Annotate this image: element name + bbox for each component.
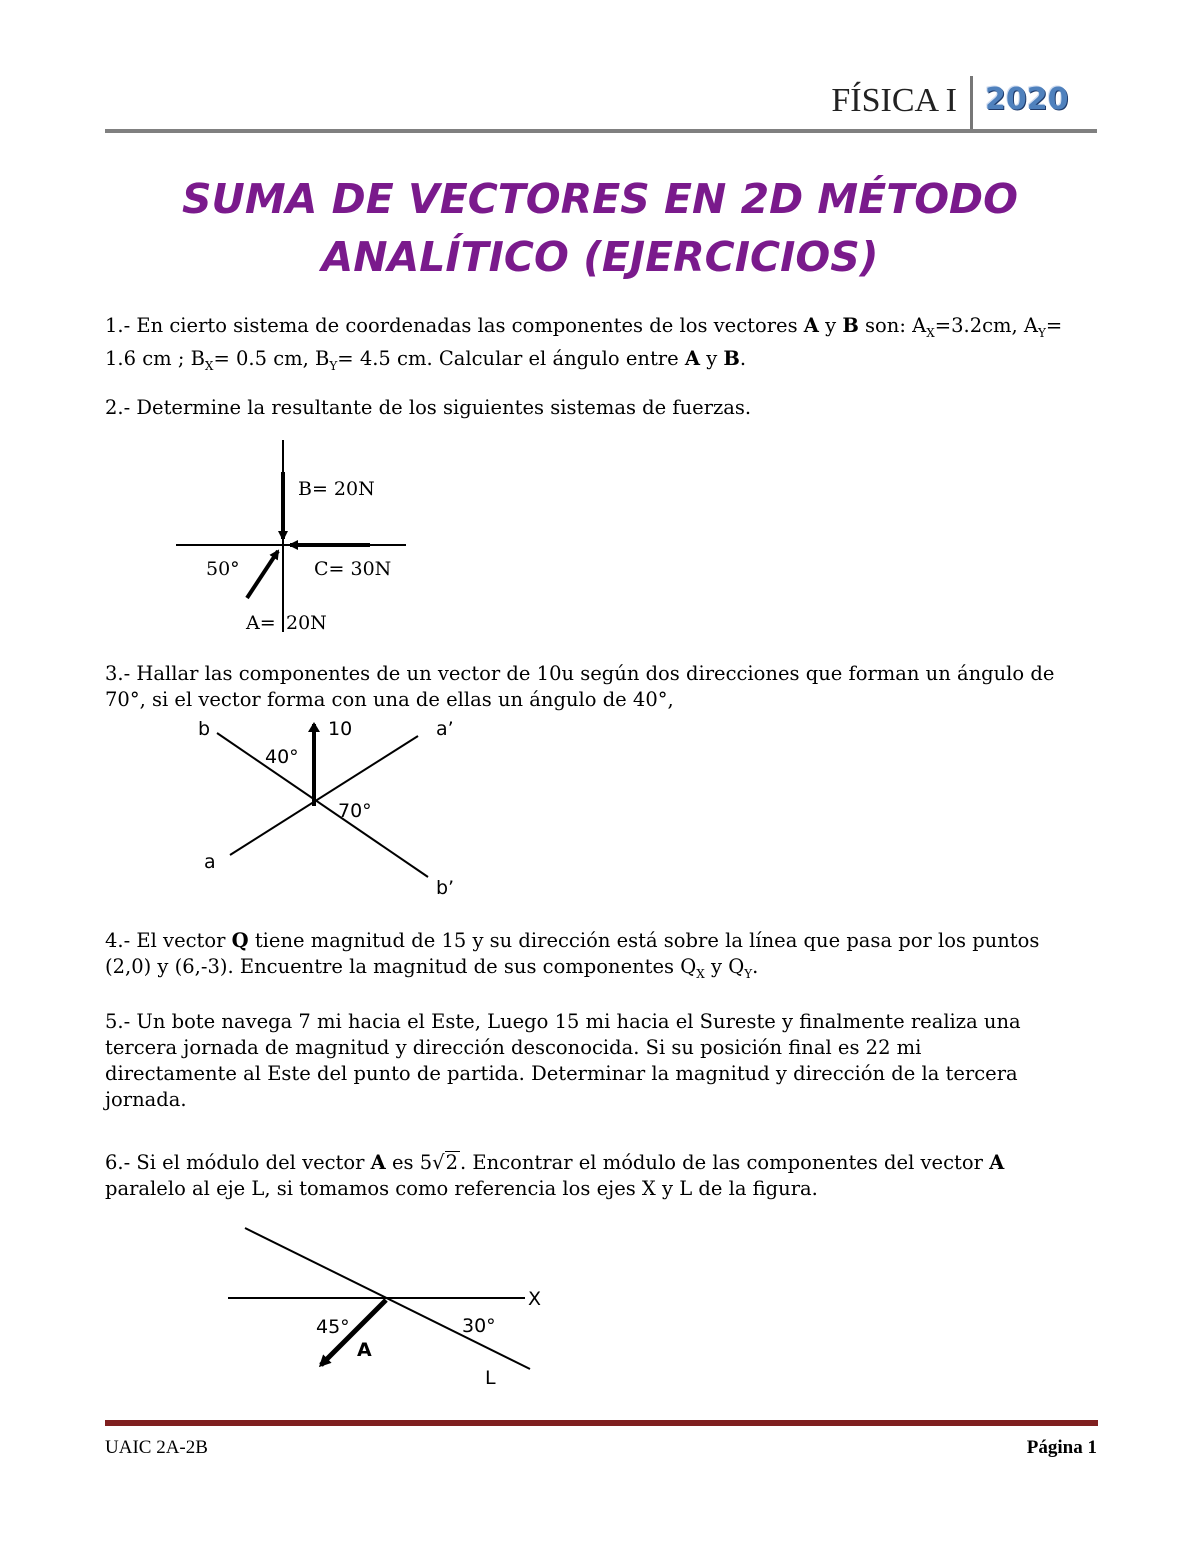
label-c: C= 30N	[314, 558, 392, 580]
label-10: 10	[328, 718, 353, 740]
header-year: 2020	[985, 82, 1069, 117]
label-70: 70°	[338, 800, 372, 822]
vector-a-arrow	[247, 551, 278, 598]
label-a-prime: a’	[436, 718, 454, 740]
label-a-value: 20N	[286, 612, 327, 634]
exercise-6: 6.- Si el módulo del vector A es 5√2 . Encontrar el módulo de las componentes del vector A paralelo al eje L, si tomamos como referencia los ejes X y L de la figura.	[105, 1151, 1005, 1200]
exercise-2: 2.- Determine la resultante de los siguientes sistemas de fuerzas.	[105, 396, 752, 419]
label-x: X	[528, 1288, 542, 1310]
label-a: a	[204, 851, 216, 873]
label-30: 30°	[462, 1315, 496, 1337]
exercise-1: 1.- En cierto sistema de coordenadas las componentes de los vectores A y B son: $A_X=3.2cm$, $A_Y=$ 1.6 cm ; $B_X= 0.5$ cm, $B_Y= 4.5$ cm. Calcular el ángulo entre A y B.	[105, 314, 1063, 373]
exercise-3: 3.- Hallar las componentes de un vector de 10u según dos direcciones que forman un ángulo de 70°, si el vector forma con una de ellas un ángulo de 40°,	[105, 662, 1055, 711]
line-b-b-prime	[217, 733, 428, 877]
label-angle-50: 50°	[206, 558, 240, 580]
label-40: 40°	[265, 746, 299, 768]
header-rule	[105, 129, 1097, 133]
label-b: B= 20N	[298, 478, 375, 500]
footer-rule	[105, 1420, 1098, 1426]
label-b-prime: b’	[436, 877, 455, 899]
header-subject: FÍSICA I	[831, 82, 957, 119]
title-line-1: SUMA DE VECTORES EN 2D MÉTODO	[182, 175, 1018, 223]
page-number: Página 1	[1026, 1437, 1097, 1458]
axes-x-l-figure	[220, 1222, 560, 1392]
line-a-a-prime	[230, 736, 418, 855]
label-b: b	[198, 718, 211, 740]
footer-course: UAIC 2A-2B	[105, 1437, 208, 1458]
label-l: L	[485, 1367, 496, 1389]
directions-figure	[190, 710, 480, 906]
label-45: 45°	[316, 1316, 350, 1338]
force-system-figure	[160, 432, 420, 642]
label-a: A=	[246, 612, 276, 634]
sqrt-expression: 5√2	[419, 1151, 459, 1174]
title-line-2: ANALÍTICO (EJERCICIOS)	[321, 233, 879, 281]
label-a: A	[357, 1339, 372, 1361]
page-title	[100, 170, 1100, 286]
header-divider	[970, 76, 973, 130]
exercise-5: 5.- Un bote navega 7 mi hacia el Este, Luego 15 mi hacia el Sureste y finalmente realiza una tercera jornada de magnitud y dirección desconocida. Si su posición final es 22 mi directamente al Este del punto de partida. Determinar la magnitud y dirección de la tercera jornada.	[105, 1010, 1021, 1111]
exercise-4: 4.- El vector Q tiene magnitud de 15 y su dirección está sobre la línea que pasa por los puntos (2,0) y (6,-3). Encuentre la magnitud de sus componentes $Q_X$ y $Q_Y$.	[105, 929, 1040, 981]
